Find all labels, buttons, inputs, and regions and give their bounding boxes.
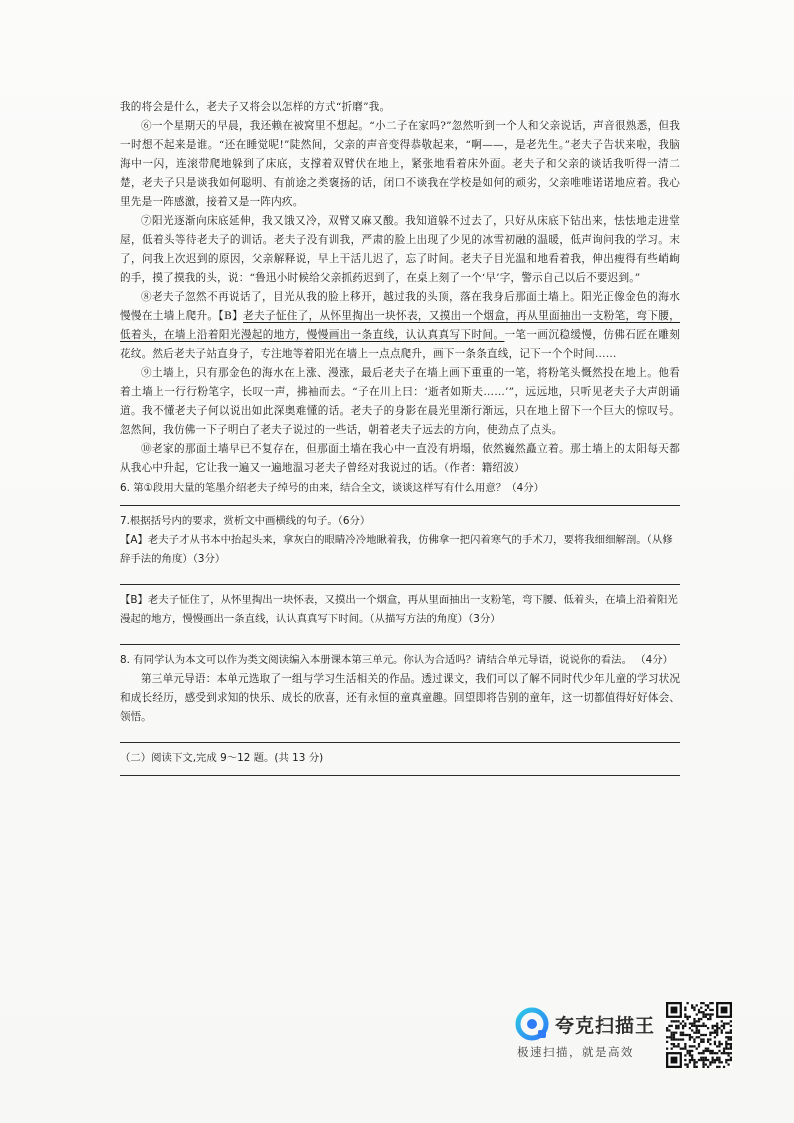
question-8: 8. 有同学认为本文可以作为类文阅读编入本册课本第三单元。你认为合适吗？请结合单元导语，说说你的看法。 （4分）	[120, 654, 674, 666]
app-slogan: 极速扫描，就是高效	[517, 1045, 634, 1059]
article-paragraph-7: ⑦阳光逐渐向床底延伸，我又饿又冷，双臂又麻又酸。我知道躲不过去了，只好从床底下钻出来，怯怯地走进堂屋，低着头等待老夫子的训话。老夫子没有训我，严肃的脸上出现了少见的冰雪初融的温暖，低声询问我的学习。末了，问我上次迟到的原因，父亲解释说，早上干活儿迟了，忘了时间。老夫子目光温和地看着我，伸出瘦得有些峭峋的手，摸了摸我的头，说：“鲁迅小时候给父亲抓药迟到了，在桌上刻了一个‘早’字，警示自己以后不要迟到。”	[120, 215, 680, 284]
article-paragraph-intro: 我的将会是什么，老夫子又将会以怎样的方式“折磨”我。	[120, 101, 391, 113]
scanner-watermark	[515, 1007, 665, 1067]
article-paragraph-8	[120, 288, 680, 364]
answer-space	[120, 569, 680, 577]
qr-code-icon	[666, 1002, 732, 1068]
paragraph-8-lead: ⑧老夫子忽然不再说话了，目光从我的脸上移开，越过我的头顶，落在我身后那面土墙上。阳光正像金色的海水慢慢在土墙上爬升。【B】	[120, 291, 680, 322]
answer-line-q6	[120, 505, 680, 506]
section-two-heading: （二）阅读下文,完成 9～12 题。(共 13 分)	[120, 752, 324, 764]
article-paragraph-6: ⑥一个星期天的早晨，我还赖在被窝里不想起。“小二子在家吗?”忽然听到一个人和父亲说话，声音很熟悉，但我一时想不起来是谁。“还在睡觉呢!”陡然间，父亲的声音变得恭敬起来，“啊——，是老先生。”老夫子告状来啦，我脑海中一闪，连滚带爬地躲到了床底，支撑着双臂伏在地上，紧张地看着床外面。老夫子和父亲的谈话我听得一清二楚，老夫子只是谈我如何聪明、有前途之类褒扬的话，闭口不谈我在学校是如何的顽劣，父亲唯唯诺诺地应着。我心里先是一阵感激，接着又是一阵内疚。	[120, 120, 680, 208]
article-paragraph-10: ⑩老家的那面土墙早已不复存在，但那面土墙在我心中一直没有坍塌，依然巍然矗立着。那土墙上的太阳每天都从我心中升起，它让我一遍又一遍地温习老夫子曾经对我说过的话。（作者：籍绍波）	[120, 443, 680, 474]
question-7a: 【A】老夫子才从书本中抬起头来，拿灰白的眼睛冷冷地瞅着我，仿佛拿一把闪着寒气的手术刀，要将我细细解剖。（从修辞手法的角度）（3分）	[120, 534, 673, 565]
answer-line-q8	[120, 742, 680, 743]
page-content	[120, 98, 680, 782]
answer-line-q7a	[120, 584, 680, 585]
logo-row	[515, 1007, 665, 1041]
paragraph-8-tail: 一笔一画沉稳缓慢，仿佛石匠在雕刻花纹。然后老夫子站直身子，专注地等着阳光在墙上一点点爬升，画下一条条直线，记下一个个时间……	[120, 329, 681, 360]
scanner-logo-icon	[515, 1007, 549, 1041]
underlined-sentence-b: 老夫子怔住了，从怀里掏出一块怀表，又摸出一个烟盒，再从里面抽出一支粉笔，弯下腰，低着头，在墙上沿着阳光漫起的地方，慢慢画出一条直线，认认真真写下时间。	[120, 310, 680, 341]
answer-space	[120, 727, 680, 735]
question-7b: 【B】老夫子怔住了，从怀里掏出一块怀表，又摸出一个烟盒，再从里面抽出一支粉笔，弯下腰、低着头，在墙上沿着阳光漫起的地方，慢慢画出一条直线，认认真真写下时间。（从描写方法的角度）（3分）	[120, 594, 678, 625]
unit-three-introduction: 第三单元导语：本单元选取了一组与学习生活相关的作品。透过课文，我们可以了解不同时代少年儿童的学习状况和成长经历，感受到求知的快乐、成长的欣喜，还有永恒的童真童趣。回望即将告别的童年，这一切都值得好好体会、领悟。	[120, 673, 680, 723]
section-divider	[120, 775, 680, 776]
answer-line-q7b	[120, 644, 680, 645]
answer-space	[120, 629, 680, 637]
article-paragraph-9: ⑨土墙上，只有那金色的海水在上涨、漫涨，最后老夫子在墙上画下重重的一笔，将粉笔头慨然投在地上。他看着土墙上一行行粉笔字，长叹一声，拂袖而去。“子在川上曰：‘逝者如斯夫……’”，远远地，只听见老夫子大声朗诵道。我不懂老夫子何以说出如此深奥难懂的话。老夫子的身影在晨光里渐行渐远，只在地上留下一个巨大的惊叹号。忽然间，我仿佛一下子明白了老夫子说过的一些话，朝着老夫子远去的方向，使劲点了点头。	[120, 367, 680, 436]
app-name: 夸克扫描王	[555, 1014, 656, 1037]
question-6: 6. 第①段用大量的笔墨介绍老夫子绰号的由来，结合全文，谈谈这样写有什么用意？（4分）	[120, 482, 544, 494]
question-7: 7.根据括号内的要求，赏析文中画横线的句子。（6分）	[120, 515, 371, 527]
